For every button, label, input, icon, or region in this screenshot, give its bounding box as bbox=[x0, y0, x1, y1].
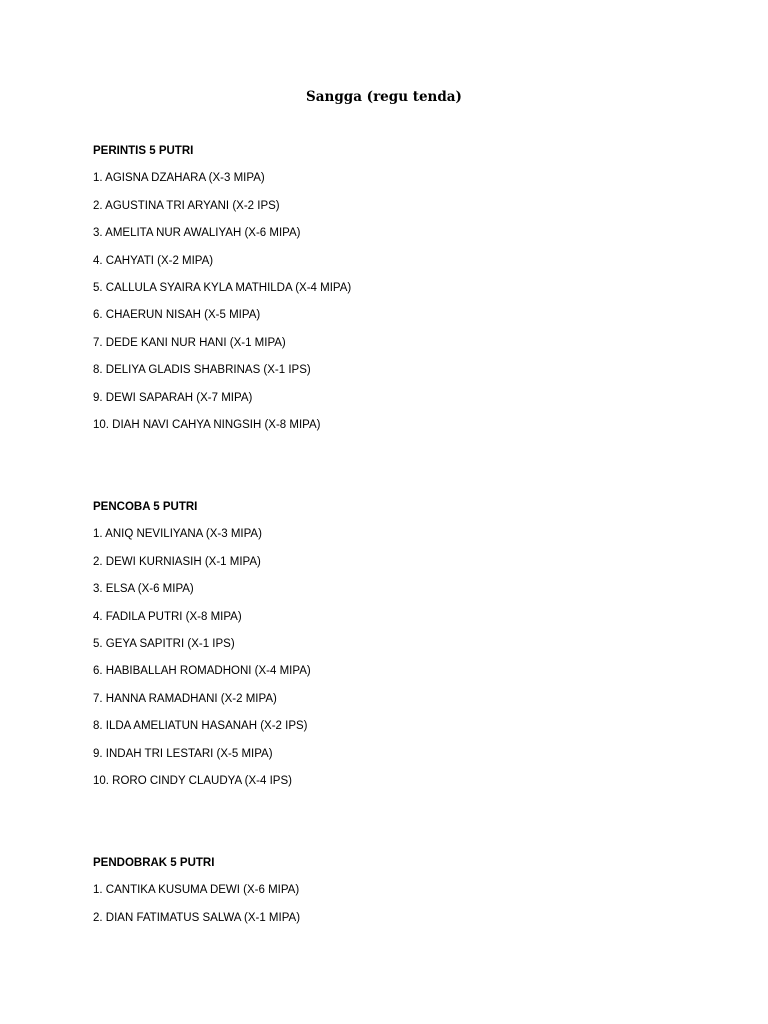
list-item: 8. DELIYA GLADIS SHABRINAS (X-1 IPS) bbox=[93, 364, 311, 377]
list-item: 1. ANIQ NEVILIYANA (X-3 MIPA) bbox=[93, 528, 262, 541]
section-heading: PENCOBA 5 PUTRI bbox=[93, 501, 198, 513]
section-perintis bbox=[93, 142, 693, 443]
list-item: 2. DIAN FATIMATUS SALWA (X-1 MIPA) bbox=[93, 911, 301, 924]
list-item: 6. CHAERUN NISAH (X-5 MIPA) bbox=[93, 309, 261, 322]
section-heading: PENDOBRAK 5 PUTRI bbox=[93, 857, 215, 869]
list-item: 9. INDAH TRI LESTARI (X-5 MIPA) bbox=[93, 747, 273, 760]
list-item: 6. HABIBALLAH ROMADHONI (X-4 MIPA) bbox=[93, 665, 311, 678]
list-item: 2. AGUSTINA TRI ARYANI (X-2 IPS) bbox=[93, 199, 280, 212]
list-item: 2. DEWI KURNIASIH (X-1 MIPA) bbox=[93, 555, 261, 568]
list-item: 9. DEWI SAPARAH (X-7 MIPA) bbox=[93, 391, 253, 404]
list-item: 7. DEDE KANI NUR HANI (X-1 MIPA) bbox=[93, 336, 286, 349]
list-item: 10. DIAH NAVI CAHYA NINGSIH (X-8 MIPA) bbox=[93, 418, 321, 431]
list-item: 5. GEYA SAPITRI (X-1 IPS) bbox=[93, 637, 235, 650]
list-item: 3. AMELITA NUR AWALIYAH (X-6 MIPA) bbox=[93, 227, 301, 240]
section-pencoba bbox=[93, 498, 693, 799]
list-item: 4. FADILA PUTRI (X-8 MIPA) bbox=[93, 610, 242, 623]
list-item: 7. HANNA RAMADHANI (X-2 MIPA) bbox=[93, 692, 277, 705]
list-item: 5. CALLULA SYAIRA KYLA MATHILDA (X-4 MIPA) bbox=[93, 281, 352, 294]
list-item: 1. CANTIKA KUSUMA DEWI (X-6 MIPA) bbox=[93, 884, 300, 897]
list-item: 3. ELSA (X-6 MIPA) bbox=[93, 583, 194, 596]
document-title: Sangga (regu tenda) bbox=[306, 89, 462, 105]
list-item: 4. CAHYATI (X-2 MIPA) bbox=[93, 254, 214, 267]
section-heading: PERINTIS 5 PUTRI bbox=[93, 145, 194, 157]
list-item: 8. ILDA AMELIATUN HASANAH (X-2 IPS) bbox=[93, 720, 308, 733]
list-item: 10. RORO CINDY CLAUDYA (X-4 IPS) bbox=[93, 774, 292, 787]
section-pendobrak bbox=[93, 854, 693, 936]
list-item: 1. AGISNA DZAHARA (X-3 MIPA) bbox=[93, 172, 265, 185]
